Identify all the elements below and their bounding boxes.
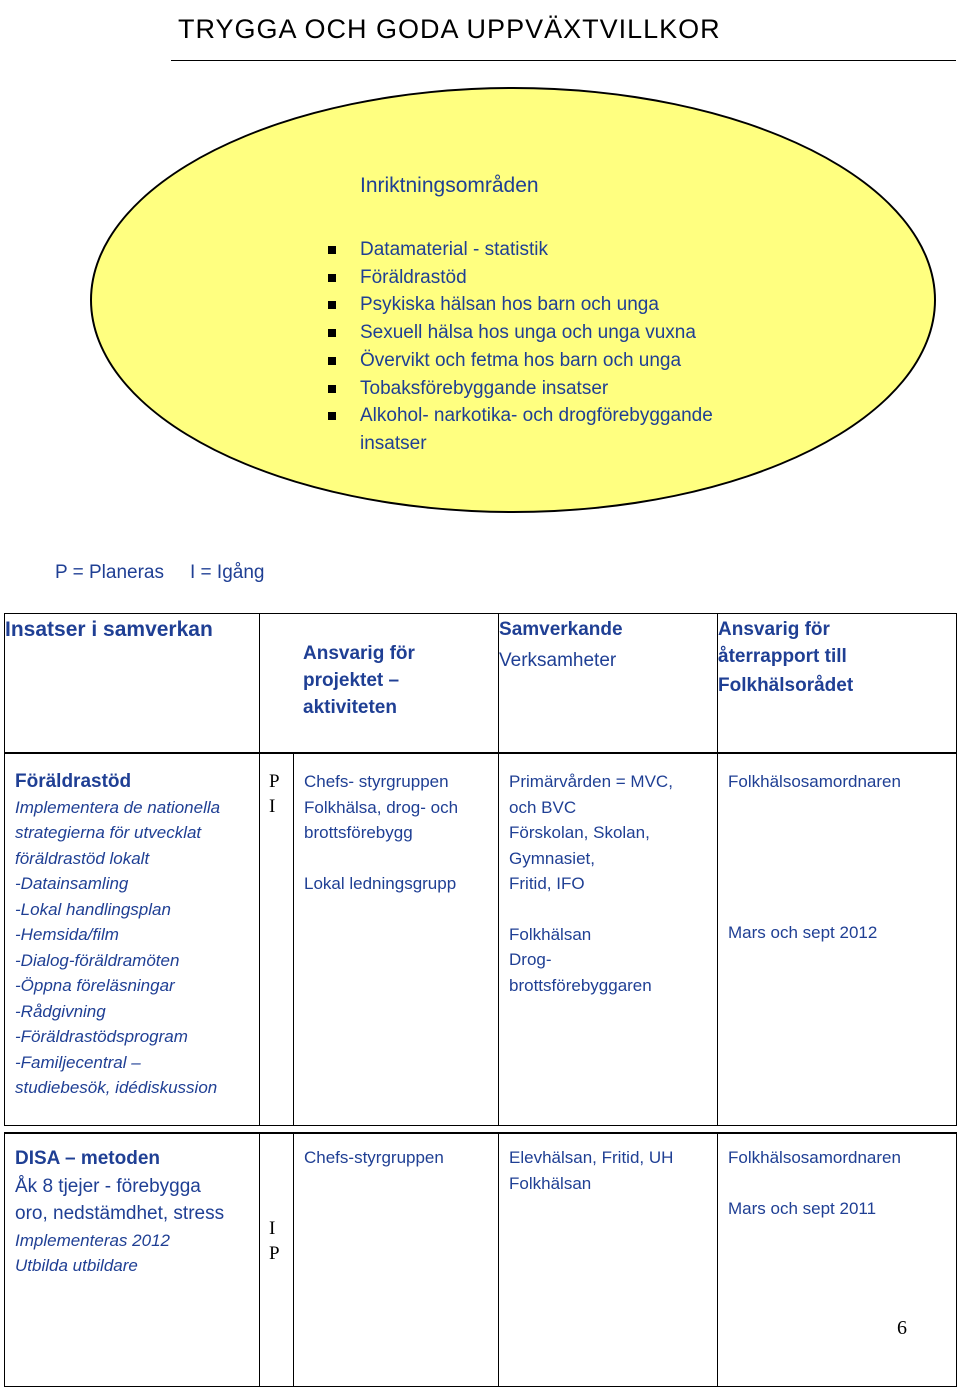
focus-areas-title: Inriktningsområden [360, 174, 539, 197]
list-item: Föräldrastöd [326, 264, 713, 292]
list-item-continuation: insatser [360, 432, 427, 454]
list-item: Datamaterial - statistik [326, 236, 713, 264]
cell-partners: Elevhälsan, Fritid, UH Folkhälsan [499, 1133, 718, 1387]
square-bullet-icon [328, 301, 336, 309]
legend-ongoing: I = Igång [189, 562, 265, 583]
list-item: Alkohol- narkotika- och drogförebyggande [326, 402, 713, 430]
page-title: TRYGGA OCH GODA UPPVÄXTVILLKOR [178, 14, 721, 44]
cell-report: Folkhälsosamordnaren Mars och sept 2012 [718, 753, 957, 1126]
header-cell-responsible: Ansvarig för projektet – aktiviteten [260, 614, 499, 754]
status-legend [55, 562, 264, 584]
cell-status: P I [260, 753, 294, 1126]
square-bullet-icon [328, 357, 336, 365]
initiatives-table [4, 613, 957, 1387]
list-item: Psykiska hälsan hos barn och unga [326, 291, 713, 319]
cell-partners: Primärvården = MVC, och BVC Förskolan, Skolan, Gymnasiet, Fritid, IFO Folkhälsan Drog- brottsförebyggaren [499, 753, 718, 1126]
list-item: Övervikt och fetma hos barn och unga [326, 347, 713, 375]
header-cell-partners: Samverkande Verksamheter [499, 614, 718, 754]
square-bullet-icon [328, 274, 336, 282]
list-item: Sexuell hälsa hos unga och unga vuxna [326, 319, 713, 347]
table-row [5, 1133, 957, 1387]
cell-status: I P [260, 1133, 294, 1387]
header-cell-initiatives: Insatser i samverkan [5, 614, 260, 754]
cell-responsible: Chefs- styrgruppen Folkhälsa, drog- och brottsförebygg Lokal ledningsgrupp [294, 753, 499, 1126]
cell-initiative: Föräldrastöd Implementera de nationella strategierna för utvecklat föräldrastöd lokalt -Datainsamling -Lokal handlingsplan -Hemsida/film -Dialog-föräldramöten -Öppna föreläsningar -Rådgivning -Föräldrastödsprogram -Familjecentral – studiebesök, idédiskussion [5, 753, 260, 1126]
cell-responsible: Chefs-styrgruppen [294, 1133, 499, 1387]
table-header-row [5, 614, 957, 754]
table-row [5, 753, 957, 1126]
square-bullet-icon [328, 329, 336, 337]
focus-areas-list [326, 236, 713, 458]
header-cell-report: Ansvarig för återrapport till Folkhälsorådet [718, 614, 957, 754]
square-bullet-icon [328, 385, 336, 393]
square-bullet-icon [328, 246, 336, 254]
row-spacer [5, 1126, 957, 1134]
legend-planned: P = Planeras [55, 562, 164, 583]
header-rule [171, 60, 956, 61]
page-number: 6 [897, 1317, 907, 1339]
list-item: Tobaksförebyggande insatser [326, 375, 713, 403]
square-bullet-icon [328, 412, 336, 420]
cell-initiative: DISA – metoden Åk 8 tjejer - förebygga oro, nedstämdhet, stress Implementeras 2012 Utbilda utbildare [5, 1133, 260, 1387]
cell-report: Folkhälsosamordnaren Mars och sept 2011 [718, 1133, 957, 1387]
